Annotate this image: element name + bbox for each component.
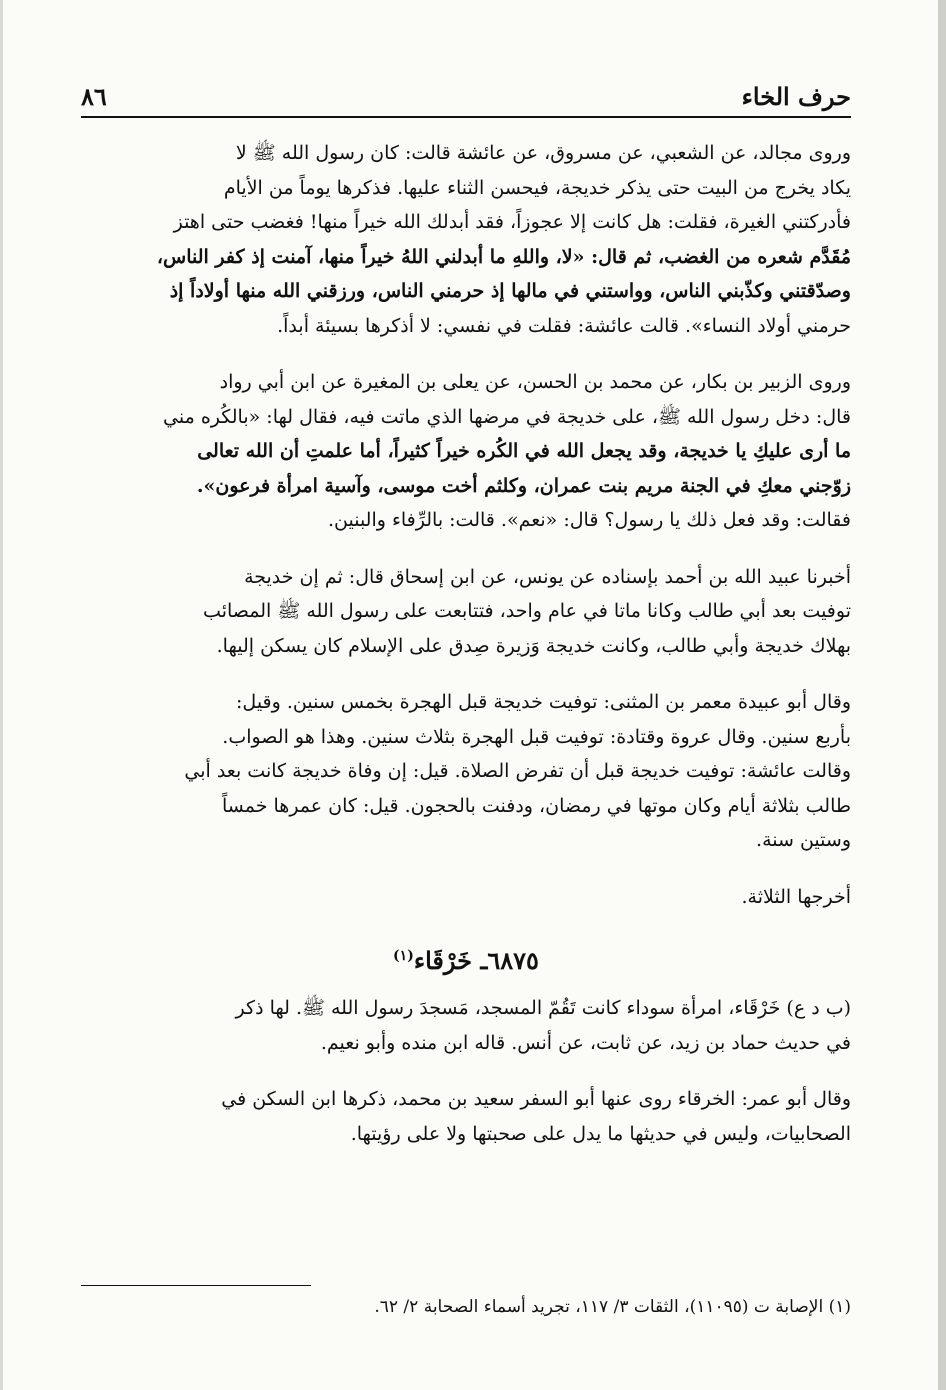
paragraph-ibn-ishaq <box>81 560 851 664</box>
text-line: توفيت بعد أبي طالب وكانا ماتا في عام واحد، فتتابعت على رسول الله ﷺ المصائب <box>203 600 851 622</box>
text-line: أخرجها الثلاثة. <box>741 885 851 908</box>
page-header <box>81 78 851 118</box>
entry-title-text: ٦٨٧٥ـ خَرْقَاء <box>413 946 539 975</box>
footnote: (١) الإصابة ت (١١٠٩٥)، الثقات ٣/ ١١٧، تجريد أسماء الصحابة ٢/ ٦٢. <box>374 1297 851 1317</box>
text-line: وقالت عائشة: توفيت خديجة قبل أن تفرض الصلاة. قيل: إن وفاة خديجة كانت بعد أبي <box>184 760 851 782</box>
text-line: في حديث حماد بن زيد، عن ثابت، عن أنس. قاله ابن منده وأبو نعيم. <box>320 1031 851 1054</box>
text-line: بهلاك خديجة وأبي طالب، وكانت خديجة وَزيرة صِدق على الإسلام كان يسكن إليها. <box>216 634 851 657</box>
paragraph-gap <box>81 858 851 880</box>
paragraph-aisha-narration <box>81 136 851 343</box>
footnote-divider <box>81 1285 311 1286</box>
text-line: أخبرنا عبيد الله بن أحمد بإسناده عن يونس، عن ابن إسحاق قال: ثم إن خديجة <box>244 565 851 588</box>
footnote-marker: (١) <box>393 948 414 964</box>
text-line: حرمني أولاد النساء». قالت عائشة: فقلت في نفسي: لا أذكرها بسيئة أبداً. <box>277 314 851 337</box>
page-body <box>81 136 851 1151</box>
paragraph-gap <box>81 343 851 365</box>
paragraph-gap <box>81 663 851 685</box>
paragraph-gap <box>81 538 851 560</box>
paragraph-gap <box>81 1060 851 1082</box>
text-line: مُقَدَّم شعره من الغضب، ثم قال: «لا، واللهِ ما أبدلني اللهُ خيراً منها، آمنت إذ كفر الناس، <box>156 245 851 268</box>
text-line: (ب د ع) خَرْقَاء، امرأة سوداء كانت تَقُمّ المسجد، مَسجدَ رسول الله ﷺ. لها ذكر <box>235 997 851 1019</box>
text-line: وروى مجالد، عن الشعبي، عن مسروق، عن عائشة قالت: كان رسول الله ﷺ لا <box>235 142 851 164</box>
paragraph-zubair-narration <box>81 365 851 538</box>
text-line: زوّجني معكِ في الجنة مريم بنت عمران، وكلثم أخت موسى، وآسية امرأة فرعون». <box>196 474 851 497</box>
text-line: يكاد يخرج من البيت حتى يذكر خديجة، فيحسن الثناء عليها. فذكرها يوماً من الأيام <box>223 176 851 199</box>
paragraph-gap <box>81 981 851 991</box>
paragraph-takhrij <box>81 880 851 915</box>
page-number: ٨٦ <box>81 82 107 111</box>
text-line: فأدركتني الغيرة، فقلت: هل كانت إلا عجوزاً، فقد أبدلك الله خيراً منها! فغضب حتى اهتز <box>173 211 851 233</box>
paragraph-kharqa-intro <box>81 991 851 1060</box>
paragraph-gap <box>81 914 851 936</box>
text-line: وروى الزبير بن بكار، عن محمد بن الحسن، عن يعلى بن المغيرة عن ابن أبي رواد <box>219 371 851 393</box>
text-line: وصدّقتني وكذّبني الناس، وواستني في مالها إذ حرمني الناس، ورزقني الله منها أولاداً إذ <box>169 280 851 302</box>
text-line: ما أرى عليكِ يا خديجة، وقد يجعل الله في الكُره خيراً كثيراً، أما علمتِ أن الله تعالى <box>197 440 851 462</box>
text-line: الصحابيات، وليس في حديثها ما يدل على صحبتها ولا على رؤيتها. <box>350 1122 851 1145</box>
entry-title <box>81 936 851 981</box>
text-line: طالب بثلاثة أيام وكان موتها في رمضان، ودفنت بالحجون. قيل: كان عمرها خمساً <box>222 794 851 817</box>
text-line: وقال أبو عبيدة معمر بن المثنى: توفيت خديجة قبل الهجرة بخمس سنين. وقيل: <box>236 691 851 713</box>
text-line: فقالت: وقد فعل ذلك يا رسول؟ قال: «نعم». قالت: بالرِّفاء والبنين. <box>327 509 851 531</box>
text-line: بأربع سنين. وقال عروة وقتادة: توفيت قبل الهجرة بثلاث سنين. وهذا هو الصواب. <box>222 725 851 748</box>
text-line: وقال أبو عمر: الخرقاء روى عنها أبو السفر سعيد بن محمد، ذكرها ابن السكن في <box>221 1088 851 1110</box>
paragraph-abu-umar <box>81 1082 851 1151</box>
text-line: قال: دخل رسول الله ﷺ، على خديجة في مرضها الذي ماتت فيه، فقال لها: «بالكُره مني <box>163 405 851 428</box>
paragraph-death-date <box>81 685 851 858</box>
text-line: وستين سنة. <box>756 829 851 851</box>
running-title: حرف الخاء <box>741 82 851 111</box>
